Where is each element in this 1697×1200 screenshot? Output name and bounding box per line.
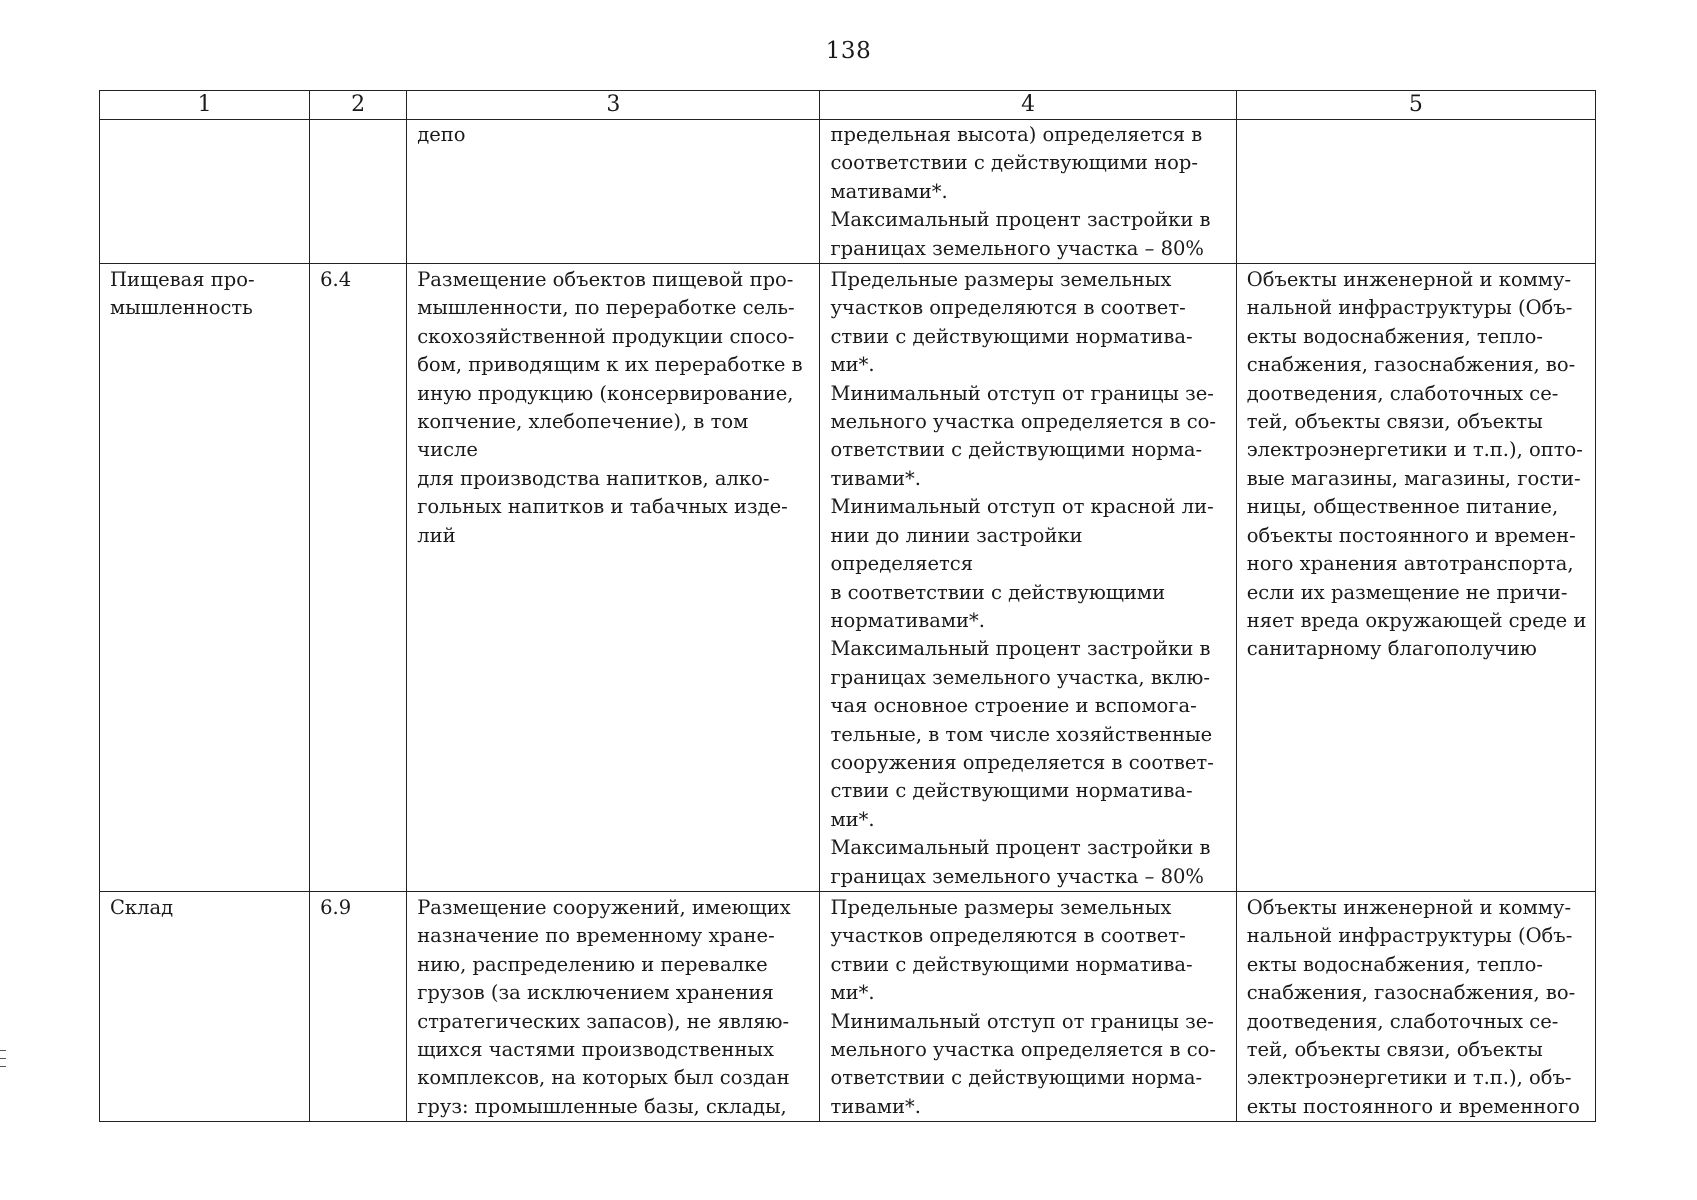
scan-margin-marks [0,1050,8,1074]
cell-auxiliary-uses [1236,120,1595,264]
auxiliary-uses-text: Объекты инженерной и комму- нальной инфраструктуры (Объ- екты водоснабжения, тепло- снабжения, газоснабжения, во- доотведения, слаботочных се- тей, объекты связи, объекты электроэнергетики и т.п.), объ- екты постоянного и временного [1246,895,1580,1118]
cell-use-description [407,264,820,892]
cell-auxiliary-uses [1236,891,1595,1121]
margin-tick [0,1058,6,1059]
cell-use-code [310,891,407,1121]
table-row-warehouse [100,891,1596,1121]
cell-use-name [100,891,310,1121]
use-code-text [310,120,406,121]
use-description-text: депо [417,123,466,146]
cell-parameters [820,264,1236,892]
column-header-1: 1 [100,91,310,120]
use-name-text: Склад [110,895,174,919]
column-header-2: 2 [310,91,407,120]
table-row-food-industry [100,264,1596,892]
cell-auxiliary-uses [1236,264,1595,892]
auxiliary-uses-text [1237,120,1595,121]
parameters-text: Предельные размеры земельных участков определяются в соответ- ствии с действующими нормативa- ми*. Минимальный отступ от границы зе- мельного участка определяется в со- ответствии с действующими норма- тивами*. [830,895,1216,1118]
cell-parameters [820,120,1236,264]
parameters-text: Предельные размеры земельных участков определяются в соответ- ствии с действующими нормативa- ми*. Минимальный отступ от границы зе- мельного участка определяется в со- ответствии с действующими норма- тивами*. Минимальный отступ от красной ли- нии до линии застройки определяется в соответствии с действующими нормативами*. Максимальный процент застройки в границах земельного участка, вклю- чая основное строение и вспомога- тельные, в том числе хозяйственные сооружения определяется в соответ- ствии с действующими нормативa- ми*. Максимальный процент застройки в границах земельного участка – 80% [830,268,1216,888]
use-name-text: Пищевая про- мышленность [110,268,255,320]
use-description-text: Размещение сооружений, имеющих назначение по временному хране- нию, распределению и перевалке грузов (за исключением хранения стратегических запасов), не являю- щихся частями производственных комплексов, на которых был создан груз: промышленные базы, склады, [417,895,791,1118]
use-name-text [100,120,309,121]
table-header-row [100,91,1596,120]
parameters-text: предельная высота) определяется в соответствии с действующими нор- мативами*. Максимальный процент застройки в границах земельного участка – 80% [830,123,1211,260]
use-code-text: 6.9 [320,895,352,919]
cell-use-name [100,120,310,264]
column-header-4: 4 [820,91,1236,120]
margin-tick [0,1050,6,1051]
use-code-text: 6.4 [320,268,352,292]
auxiliary-uses-text: Объекты инженерной и комму- нальной инфраструктуры (Объ- екты водоснабжения, тепло- снабжения, газоснабжения, во- доотведения, слаботочных се- тей, объекты связи, объекты электроэнергетики и т.п.), опто- вые магазины, магазины, гости- ницы, общественное питание, объекты постоянного и времен- ного хранения автотранспорта, если их размещение не причи- няет вреда окружающей среде и санитарному благополучию [1246,268,1587,661]
regulations-table [99,90,1596,1122]
cell-use-description [407,120,820,264]
page-number: 138 [825,38,872,64]
margin-tick [0,1066,6,1067]
column-header-5: 5 [1236,91,1595,120]
use-description-text: Размещение объектов пищевой про- мышленности, по переработке сель- скохозяйственной продукции спосо- бом, приводящим к их переработке в иную продукцию (консервирование, копчение, хлебопечение), в том числе для производства напитков, алко- гольных напитков и табачных изде- лий [417,268,803,547]
table-row-continuation [100,120,1596,264]
cell-use-code [310,120,407,264]
column-header-3: 3 [407,91,820,120]
cell-parameters [820,891,1236,1121]
cell-use-name [100,264,310,892]
cell-use-description [407,891,820,1121]
cell-use-code [310,264,407,892]
